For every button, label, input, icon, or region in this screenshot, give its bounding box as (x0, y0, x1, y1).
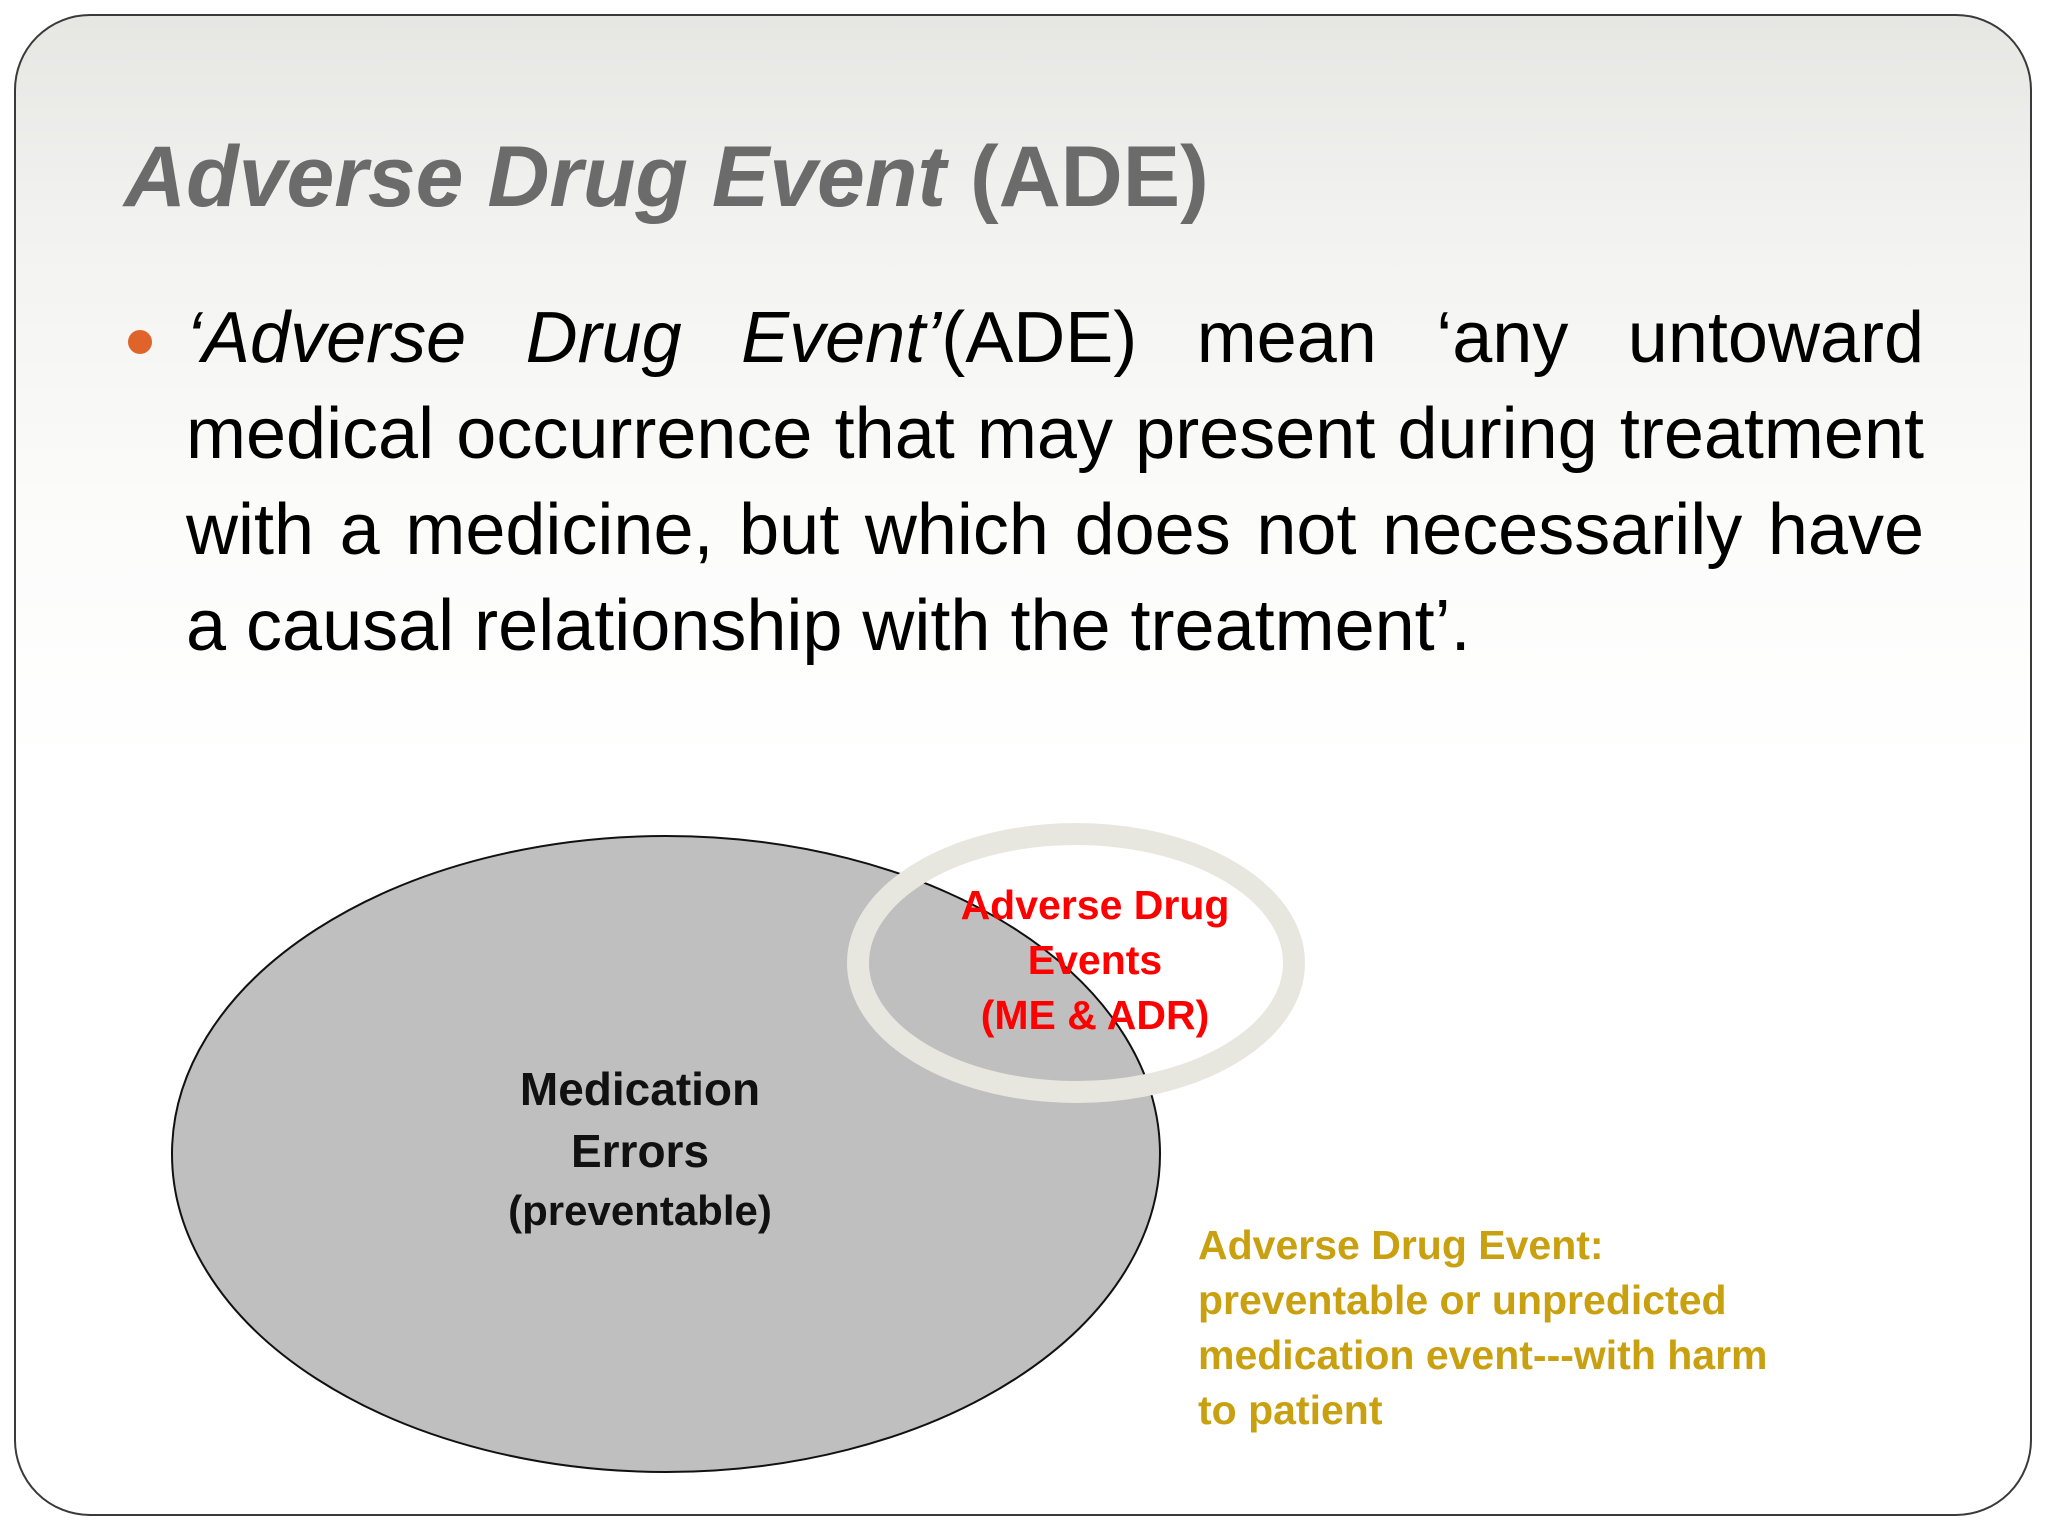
medication-errors-label (440, 1058, 840, 1240)
slide-title-abbrev: (ADE) (946, 129, 1209, 225)
ade-line2: Events (1027, 937, 1163, 983)
ade-definition-note (1198, 1218, 1768, 1438)
medication-errors-line3: (preventable) (508, 1187, 772, 1234)
note-line2: preventable or unpredicted (1198, 1277, 1727, 1323)
ade-line1: Adverse Drug (960, 882, 1230, 928)
note-line3: medication event---with harm (1198, 1332, 1768, 1378)
medication-errors-line2: Errors (570, 1125, 710, 1177)
note-line1: Adverse Drug Event: (1198, 1222, 1604, 1268)
medication-errors-line1: Medication (519, 1063, 761, 1115)
bullet-definition: (ADE) mean ‘any untoward medical occurrence that may present during treatment with a medicine, but which does not necessarily have a causal relationship with the treatment’. (186, 298, 1924, 666)
adverse-drug-events-label (910, 878, 1280, 1043)
slide-title-italic: Adverse Drug Event (124, 129, 947, 225)
bullet-italic-lead: ‘Adverse Drug Event’ (186, 298, 942, 378)
note-line4: to patient (1198, 1387, 1383, 1433)
ade-line3: (ME & ADR) (980, 992, 1210, 1038)
